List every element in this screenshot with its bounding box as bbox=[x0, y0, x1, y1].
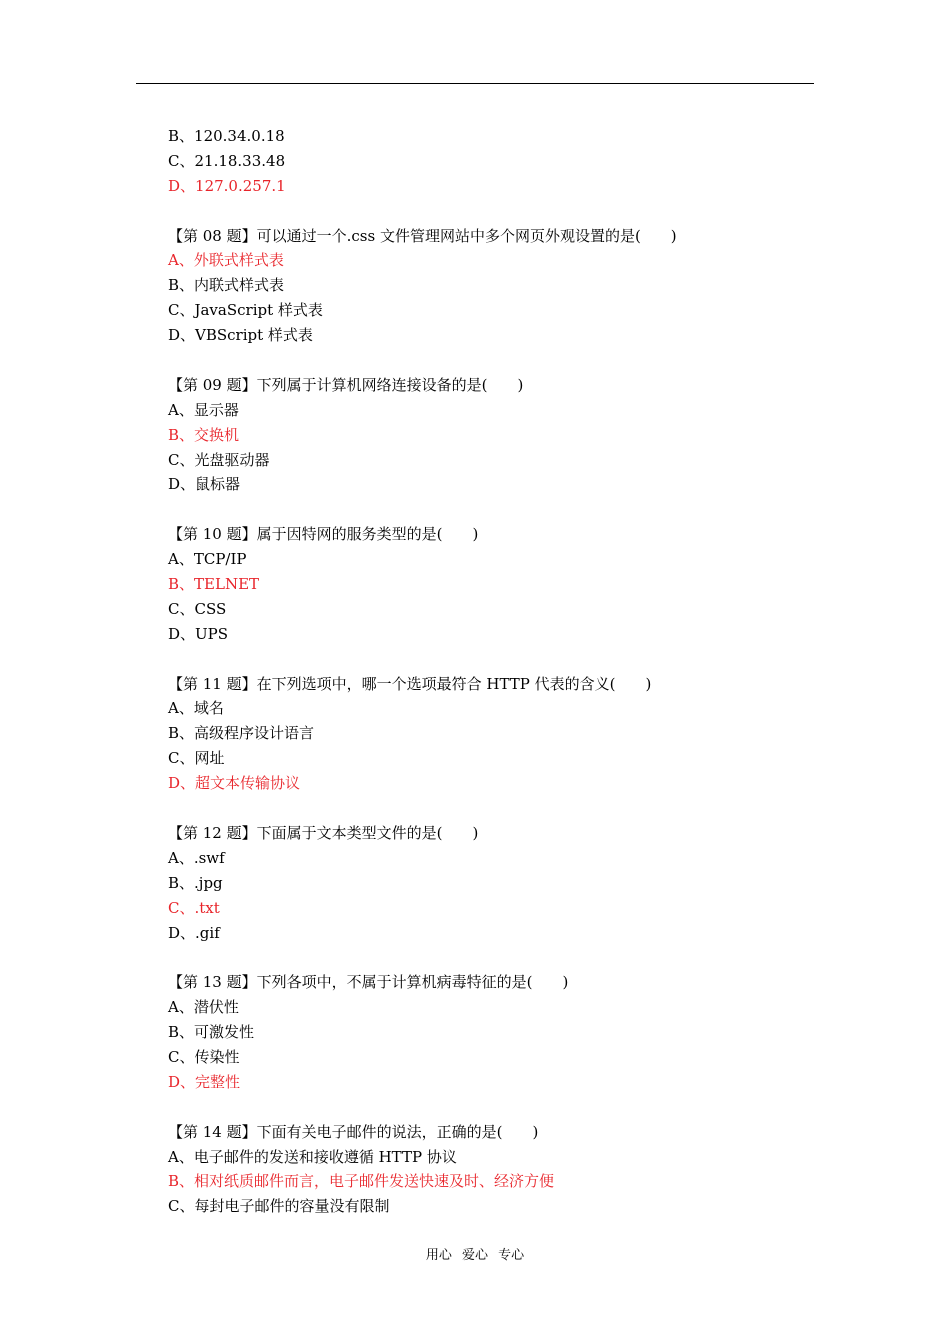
correct-option-line: D、完整性 bbox=[168, 1072, 241, 1091]
option-line: C、网址 bbox=[168, 749, 225, 768]
option-line: C、JavaScript 样式表 bbox=[168, 301, 323, 320]
question-block-08 bbox=[168, 224, 808, 348]
correct-option-line: B、交换机 bbox=[168, 425, 240, 444]
option-line: A、电子邮件的发送和接收遵循 HTTP 协议 bbox=[168, 1147, 457, 1166]
question-stem: 【第 14 题】下面有关电子邮件的说法，正确的是( ) bbox=[168, 1122, 539, 1141]
option-line: B、.jpg bbox=[168, 873, 223, 892]
option-line: C、21.18.33.48 bbox=[168, 151, 286, 170]
question-stem: 【第 08 题】可以通过一个.css 文件管理网站中多个网页外观设置的是( ) bbox=[168, 226, 677, 245]
question-block-14 bbox=[168, 1120, 808, 1220]
question-stem: 【第 10 题】属于因特网的服务类型的是( ) bbox=[168, 525, 479, 544]
question-stem: 【第 12 题】下面属于文本类型文件的是( ) bbox=[168, 823, 479, 842]
option-line: C、传染性 bbox=[168, 1047, 240, 1066]
correct-option-line: B、TELNET bbox=[168, 575, 260, 594]
correct-option-line: B、相对纸质邮件而言，电子邮件发送快速及时、经济方便 bbox=[168, 1172, 555, 1191]
option-line: C、光盘驱动器 bbox=[168, 450, 270, 469]
question-block-12 bbox=[168, 821, 808, 945]
option-line: A、潜伏性 bbox=[168, 998, 239, 1017]
option-line: A、域名 bbox=[168, 699, 224, 718]
option-line: D、.gif bbox=[168, 923, 220, 942]
question-block-11 bbox=[168, 672, 808, 796]
option-line: A、TCP/IP bbox=[168, 550, 247, 569]
option-line: D、鼠标器 bbox=[168, 475, 241, 494]
option-line: A、.swf bbox=[168, 848, 225, 867]
option-line: D、VBScript 样式表 bbox=[168, 326, 313, 345]
question-stem: 【第 09 题】下列属于计算机网络连接设备的是( ) bbox=[168, 375, 524, 394]
correct-option-line: A、外联式样式表 bbox=[168, 251, 284, 270]
option-line: B、120.34.0.18 bbox=[168, 127, 285, 145]
correct-option-line: D、127.0.257.1 bbox=[168, 176, 286, 195]
option-line: A、显示器 bbox=[168, 400, 239, 419]
option-line: B、可激发性 bbox=[168, 1023, 255, 1042]
question-block-13 bbox=[168, 970, 808, 1094]
question-block-10 bbox=[168, 522, 808, 646]
lead-options-block bbox=[168, 124, 808, 199]
question-list bbox=[168, 124, 808, 1219]
option-line: B、高级程序设计语言 bbox=[168, 724, 315, 743]
page-footer: 用心 爱心 专心 bbox=[425, 1248, 525, 1263]
option-line: C、每封电子邮件的容量没有限制 bbox=[168, 1197, 390, 1216]
question-stem: 【第 13 题】下列各项中，不属于计算机病毒特征的是( ) bbox=[168, 973, 569, 992]
question-block-09 bbox=[168, 373, 808, 497]
header-rule bbox=[136, 83, 814, 84]
correct-option-line: D、超文本传输协议 bbox=[168, 774, 301, 793]
option-line: C、CSS bbox=[168, 599, 227, 618]
correct-option-line: C、.txt bbox=[168, 898, 220, 917]
question-stem: 【第 11 题】在下列选项中，哪一个选项最符合 HTTP 代表的含义( ) bbox=[168, 674, 652, 693]
option-line: D、UPS bbox=[168, 624, 229, 643]
option-line: B、内联式样式表 bbox=[168, 276, 285, 295]
